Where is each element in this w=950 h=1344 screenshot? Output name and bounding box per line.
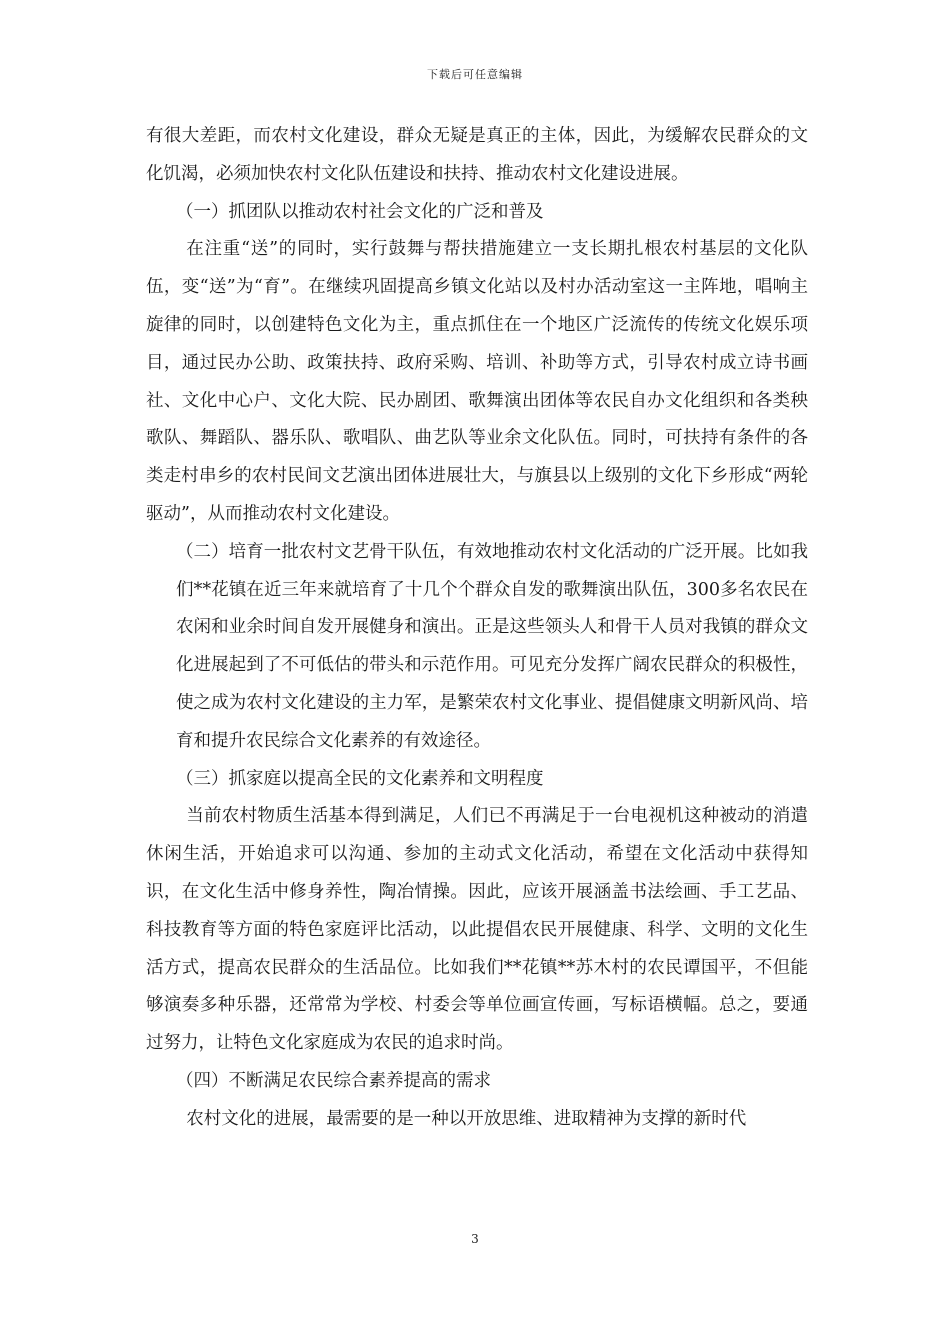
page-header: 下载后可任意编辑 xyxy=(427,68,523,81)
section-heading-3: （三）抓家庭以提高全民的文化素养和文明程度 xyxy=(176,768,544,789)
paragraph-body: 当前农村物质生活基本得到满足，人们已不再满足于一台电视机这种被动的消遣休闲生活，开始追求可以沟通、参加的主动式文化活动，希望在文化活动中获得知识，在文化生活中修身养性，陶冶情操。因此，应该开展涵盖书法绘画、手工艺品、科技教育等方面的特色家庭评比活动，以此提倡农民开展健康、科学、文明的文化生活方式，提高农民群众的生活品位。比如我们**花镇**苏木村的农民谭国平，不但能够演奏多种乐器，还常常为学校、村委会等单位画宣传画，写标语横幅。总之，要通过努力，让特色文化家庭成为农民的追求时尚。 xyxy=(146,806,808,1054)
section-heading-4: （四）不断满足农民综合素养提高的需求 xyxy=(176,1070,491,1091)
section-heading-1: （一）抓团队以推动农村社会文化的广泛和普及 xyxy=(176,201,544,222)
paragraph-body: 在注重“送”的同时，实行鼓舞与帮扶措施建立一支长期扎根农村基层的文化队伍，变“送”为“育”。在继续巩固提高乡镇文化站以及村办活动室这一主阵地，唱响主旋律的同时，以创建特色文化为主，重点抓住在一个地区广泛流传的传统文化娱乐项目，通过民办公助、政策扶持、政府采购、培训、补助等方式，引导农村成立诗书画社、文化中心户、文化大院、民办剧团、歌舞演出团体等农民自办文化组织和各类秧歌队、舞蹈队、器乐队、歌唱队、曲艺队等业余文化队伍。同时，可扶持有条件的各类走村串乡的农村民间文艺演出团体进展壮大，与旗县以上级别的文化下乡形成“两轮驱动”，从而推动农村文化建设。 xyxy=(146,239,808,524)
document-body xyxy=(146,118,808,1139)
section-heading-2: （二）培育一批农村文艺骨干队伍，有效地推动农村文化活动的广泛开展。比如我们**花镇在近三年来就培育了十几个个群众自发的歌舞演出队伍，300多名农民在农闲和业余时间自发开展健身和演出。正是这些领头人和骨干人员对我镇的群众文化进展起到了不可低估的带头和示范作用。可见充分发挥广阔农民群众的积极性，使之成为农村文化建设的主力军，是繁荣农村文化事业、提倡健康文明新风尚、培育和提升农民综合文化素养的有效途径。 xyxy=(176,541,808,751)
paragraph-body: 农村文化的进展，最需要的是一种以开放思维、进取精神为支撑的新时代 xyxy=(186,1108,747,1129)
paragraph-continuation: 有很大差距，而农村文化建设，群众无疑是真正的主体，因此，为缓解农民群众的文化饥渴，必须加快农村文化队伍建设和扶持、推动农村文化建设进展。 xyxy=(146,126,808,184)
page-number: 3 xyxy=(471,1232,479,1246)
